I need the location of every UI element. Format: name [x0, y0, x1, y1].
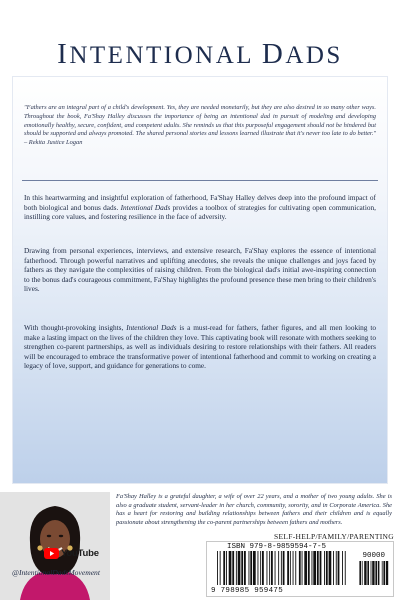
barcode-bar [262, 551, 264, 585]
barcode-bar [232, 551, 234, 585]
barcode-bar [287, 551, 289, 585]
youtube-badge[interactable] [44, 548, 99, 559]
barcode-bar [336, 551, 337, 585]
barcode-bar [345, 551, 346, 585]
barcode-bar [338, 551, 340, 585]
description-paragraph-3: With thought-provoking insights, Intentional Dads is a must-read for fathers, father figures, and all men looking to make a lasting impact on the lives of the children they love. This captivating book will resonate with mothers seeking to strengthen co-parent partnerships, as well as individuals desiring to restore relationships with their fathers. All readers will be encouraged to embrace the transformative power of intentional fatherhood and commit to working on creating a legacy of love, support, and guidance for generations to come. [24, 323, 376, 371]
barcode-bar [278, 551, 279, 585]
barcode-bar [308, 551, 310, 585]
price-barcode-bar [383, 561, 385, 585]
barcode-bar [329, 551, 332, 585]
barcode-bar [229, 551, 232, 585]
barcode-bar [299, 551, 301, 585]
barcode-bar [258, 551, 259, 585]
isbn-number: ISBN 979-8-9859594-7-5 [227, 543, 327, 551]
book-title: INTENTIONAL DADS [57, 38, 343, 70]
barcode-bar [295, 551, 296, 585]
barcode-bar [304, 551, 307, 585]
youtube-icon [44, 548, 59, 559]
barcode-bar [313, 551, 316, 585]
endorsement-quote: "Fathers are an integral part of a child's development. Yes, they are needed monetarily, but they are also desired in so many other ways. Throughout the book, Fa'Shay Halley discusses the importance of being an intentional dad in pursuit of modeling and developing emotionally healthy, secure, confident, and competent adults. She reminds us that this purposeful engagement should not be hindered but should be supported and always promoted. The shared personal stories and lessons learned illustrate that it's never too late to do better." – Rekita Justice Logan [24, 104, 376, 147]
barcode-bar [281, 551, 282, 585]
book-title-inline: Intentional Dads [126, 323, 177, 332]
barcode-bar [324, 551, 325, 585]
price-barcode-bar [359, 561, 361, 585]
price-barcode-bar [386, 561, 388, 585]
price-barcode-bar [362, 561, 363, 585]
barcode-bar [220, 551, 221, 585]
barcode-bar [244, 551, 246, 585]
barcode-bar [342, 551, 343, 585]
author-bio: Fa'Shay Halley is a grateful daughter, a wife of over 22 years, and a mother of two young adults. She is also a graduate student, servant-leader in her church, community, sorority, and in Corporate America. She has a heart for restoring and building relationships between fathers and their children and is equally passionate about strengthening the co-parent partnerships between fathers and mothers. [116, 493, 392, 526]
barcode-bar [241, 551, 243, 585]
book-category: SELF-HELP/FAMILY/PARENTING [274, 532, 394, 541]
barcode-bar [317, 551, 319, 585]
barcode-bar [260, 551, 261, 585]
barcode-bar [283, 551, 285, 585]
barcode-bar [238, 551, 241, 585]
book-title-inline: Intentional Dads [120, 202, 171, 212]
barcode-bar [302, 551, 303, 585]
barcode-bar [217, 551, 218, 585]
price-barcode-bar [371, 561, 372, 585]
barcode-bar [253, 551, 256, 585]
barcode-bar [333, 551, 334, 585]
barcode-bar [226, 551, 227, 585]
barcode-bar [236, 551, 237, 585]
price-barcode-bar [364, 561, 366, 585]
description-paragraph-2: Drawing from personal experiences, interviews, and extensive research, Fa'Shay explores the essence of intentional fatherhood. Through powerful narratives and uplifting anecdotes, she reveals the unique challenges and joys faced by fathers as they navigate the complexities of raising children. From the biological dad's initial awe-inspiring connection to the bonus dad's courageous commitment, Fa'Shay highlights the profound presence these men bring to their children's lives. [24, 246, 376, 294]
quote-divider [22, 180, 378, 181]
youtube-label: YouTube [61, 548, 99, 559]
barcode-bar [271, 551, 273, 585]
barcode-bar [326, 551, 328, 585]
price-barcode-bar [367, 561, 369, 585]
social-handle[interactable]: @IntentionalDadsMovement [12, 568, 100, 577]
barcode-bar [312, 551, 313, 585]
price-barcode-bar [382, 561, 383, 585]
barcode-bars [211, 551, 391, 587]
price-barcode-bar [375, 561, 377, 585]
barcode-bar [269, 551, 270, 585]
barcode-bar [290, 551, 291, 585]
barcode-bar [320, 551, 322, 585]
barcode-bar [223, 551, 225, 585]
author-photo [0, 492, 110, 600]
description-paragraph-1: In this heartwarming and insightful exploration of fatherhood, Fa'Shay Halley delves deep into the profound impact of both biological and bonus dads. Intentional Dads provides a toolbox of strategies for cultivating open communication, instilling core values, and fostering resilience in the face of adversity. [24, 193, 376, 222]
author-portrait-illustration [0, 492, 110, 600]
barcode-digits: 9 798985 959475 [211, 587, 284, 595]
price-barcode-bar [372, 561, 374, 585]
barcode-bar [250, 551, 252, 585]
barcode-bar [249, 551, 250, 585]
barcode-bar [293, 551, 294, 585]
price-barcode-bar [378, 561, 380, 585]
barcode-block [206, 541, 394, 597]
price-code: 90000 [362, 552, 385, 560]
barcode-bar [267, 551, 268, 585]
barcode-bar [275, 551, 276, 585]
